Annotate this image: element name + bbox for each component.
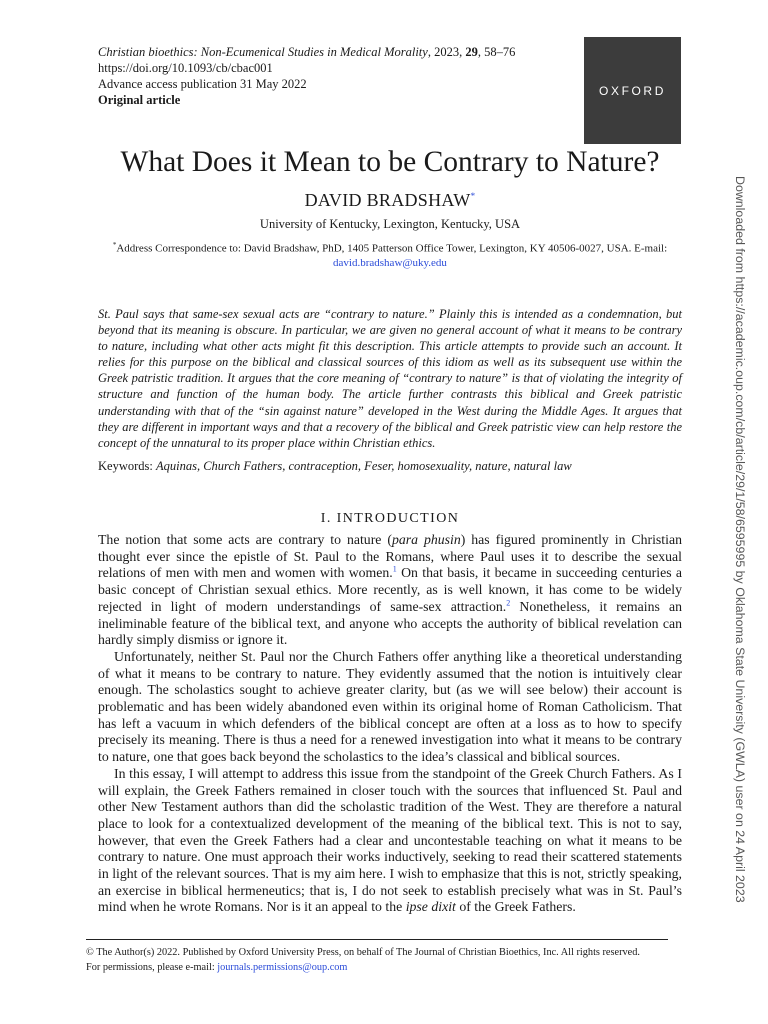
body-text-run: The notion that some acts are contrary to nature ( bbox=[98, 532, 392, 547]
download-note: Downloaded from https://academic.oup.com/cb/article/29/1/58/6595995 by Oklahoma State University (GWLA) user on 24 April 2023 bbox=[733, 176, 747, 903]
journal-name: Christian bioethics: Non-Ecumenical Studies in Medical Morality bbox=[98, 45, 428, 59]
body-text-run: Nonetheless, it remains an ineliminable feature of the biblical text, and anyone who accepts the authority of biblical revelation can hardly simply dismiss or ignore it. bbox=[98, 598, 683, 648]
correspondence-note bbox=[98, 238, 682, 270]
permissions-note bbox=[86, 960, 686, 975]
correspondence-text: Address Correspondence to: David Bradshaw, PhD, 1405 Patterson Office Tower, Lexington, KY 40506-0027, USA. E-mail: bbox=[116, 242, 668, 255]
author-line bbox=[60, 184, 720, 212]
body-text-run: of the Greek Fathers. bbox=[455, 899, 576, 915]
download-watermark bbox=[733, 176, 747, 903]
body-text-run: In this essay, I will attempt to address this issue from the standpoint of the Greek Church Fathers. As I will explain, the Greek Fathers remained in closer touch with the sources that influenced St. Paul and other New Testament authors than did the scholastic tradition of the West. They are therefore a natural place to look for a contextualized development of the meaning of the biblical text. This is not to say, however, that even the Greek Fathers had a clear and uncontestable teaching on what it means to be contrary to nature. One must approach their works inductively, seeking to read their scattered statements in light of the relevant sources. That is my aim here. I wish to emphasize that this is not, strictly speaking, an exercise in biblical hermeneutics; that is, I do not seek to establish precisely what was in St. Paul’s mind when he wrote Romans. Nor is it an appeal to the bbox=[98, 765, 682, 915]
keywords bbox=[98, 458, 682, 474]
oxford-logo bbox=[584, 37, 681, 144]
journal-header bbox=[98, 44, 568, 108]
permissions-email-link[interactable]: journals.permissions@oup.com bbox=[217, 962, 348, 973]
body-italic-term: para phusin bbox=[391, 532, 461, 547]
permissions-label: For permissions, please e-mail: bbox=[86, 962, 218, 973]
body-paragraph-2: Unfortunately, neither St. Paul nor the Church Fathers offer anything like a theoretical understanding of what it means to be contrary to nature. They evidently assumed that the notion is intuitively clear enough. The scholastics sought to achieve greater clarity, but (as we will see below) their account is problematic and has been widely abandoned even within its original home of Roman Catholicism. That has left a vacuum in which defenders of the biblical concept are often at a loss as to how to specify precisely its meaning. There is thus a need for a renewed investigation into what it means to be contrary to nature, one that goes back beyond the scholastics to the idea’s classical and biblical sources. bbox=[98, 648, 682, 765]
doi-link[interactable]: https://doi.org/10.1093/cb/cbac001 bbox=[98, 61, 273, 75]
body-text-run: On that basis, it became in succeeding centuries a basic concept of Christian sexual ethics. More recently, as is well known, it has come to be widely rejected in light of modern understandings of same-sex attraction. bbox=[98, 565, 683, 614]
body-paragraph-3 bbox=[98, 766, 682, 916]
article-type: Original article bbox=[98, 93, 181, 107]
article-title: What Does it Mean to be Contrary to Nature? bbox=[120, 146, 660, 178]
author-affiliation: University of Kentucky, Lexington, Kentucky, USA bbox=[259, 217, 521, 231]
body-italic-term: ipse dixit bbox=[405, 899, 456, 915]
section-heading-introduction: I. INTRODUCTION bbox=[320, 511, 460, 526]
footer-divider bbox=[86, 939, 668, 940]
article-body bbox=[98, 532, 682, 916]
advance-access-note: Advance access publication 31 May 2022 bbox=[98, 77, 307, 91]
body-text-run: ) has figured prominently in Christian thought ever since the epistle of St. Paul to the Romans, where Paul uses it to describe the sexual relations of men with men and women with women. bbox=[98, 532, 682, 581]
abstract-text: St. Paul says that same-sex sexual acts are “contrary to nature.” Plainly this is intended as a condemnation, but beyond that its meaning is obscure. In particular, we are given no general account of what it means to be contrary to nature, including what other acts might fit this description. This article attempts to provide such an account. It relies for this purpose on the biblical and classical sources of this idiom as well as its subsequent use within the Greek patristic tradition. It argues that the core meaning of “contrary to nature” is that of violating the integrity of structure and function of the human body. The article further contrasts this biblical and Greek patristic understanding with that of the “sin against nature” developed in the West during the Middle Ages. It argues that they are different in important ways and that a recovery of the biblical and Greek patristic view can help restore the concept of the unnatural to its proper place within Christian ethics. bbox=[98, 307, 682, 450]
author-email-link[interactable]: david.bradshaw@uky.edu bbox=[333, 256, 447, 269]
correspondence-marker: * bbox=[112, 241, 117, 249]
journal-volume: 29 bbox=[465, 45, 478, 59]
author-name: DAVID BRADSHAW bbox=[304, 190, 471, 210]
keywords-list: Aquinas, Church Fathers, contraception, Feser, homosexuality, nature, natural law bbox=[155, 459, 572, 473]
copyright-footer bbox=[86, 945, 686, 975]
journal-year: , 2023, bbox=[427, 45, 466, 59]
journal-citation bbox=[98, 44, 568, 60]
author-footnote-marker[interactable]: * bbox=[470, 191, 476, 201]
oxford-logo-text: OXFORD bbox=[599, 84, 666, 98]
footnote-link-2[interactable]: 2 bbox=[506, 598, 511, 608]
journal-pages: , 58–76 bbox=[477, 45, 516, 59]
abstract bbox=[98, 306, 682, 451]
keywords-label: Keywords: bbox=[98, 459, 156, 473]
copyright-notice: © The Author(s) 2022. Published by Oxford University Press, on behalf of The Journal of Christian Bioethics, Inc. All rights reserved. bbox=[86, 947, 640, 958]
footnote-link-1[interactable]: 1 bbox=[392, 564, 397, 574]
body-paragraph-1 bbox=[98, 532, 682, 649]
